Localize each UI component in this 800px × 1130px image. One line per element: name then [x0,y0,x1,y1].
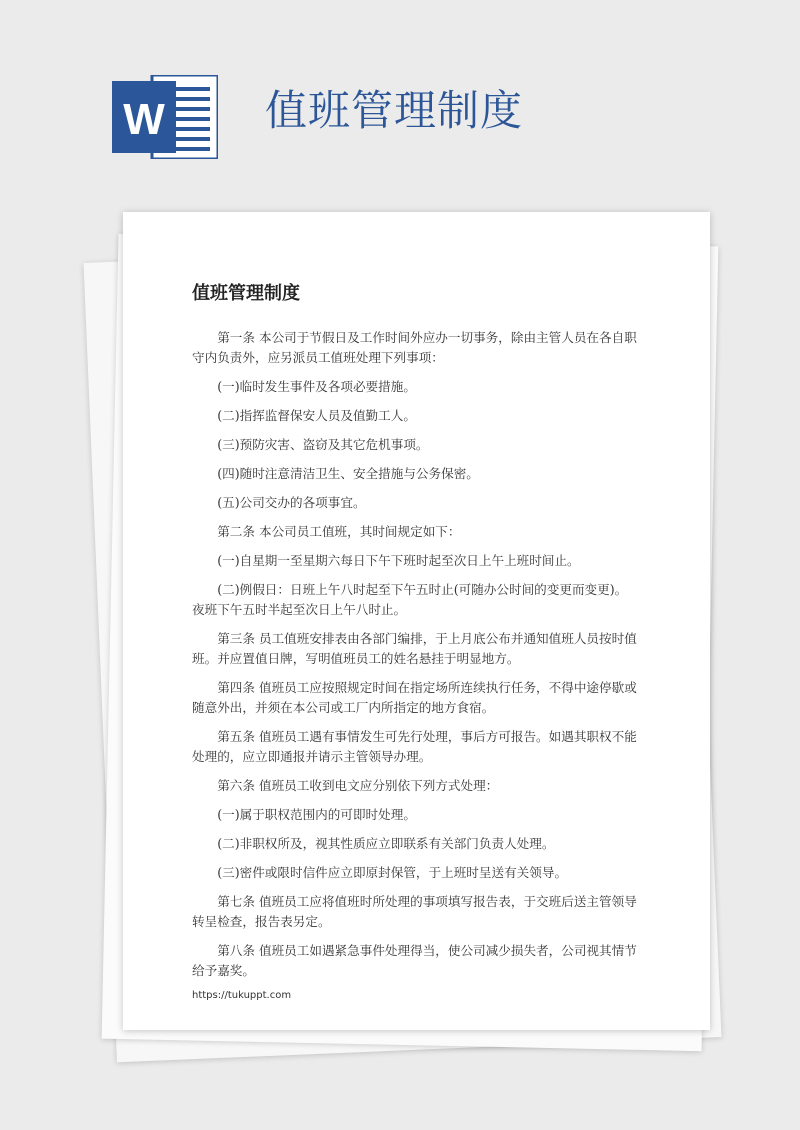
paragraph-item: (一)临时发生事件及各项必要措施。 [217,379,416,394]
paragraph-article-4: 第四条 值班员工应按照规定时间在指定场所连续执行任务，不得中途停歇或随意外出，并须在本公司或工厂内所指定的地方食宿。 [192,680,637,715]
paragraph-item: (五)公司交办的各项事宜。 [217,495,366,510]
paragraph-article-5: 第五条 值班员工遇有事情发生可先行处理，事后方可报告。如遇其职权不能处理的，应立即通报并请示主管领导办理。 [192,729,637,764]
paragraph-article-6: 第六条 值班员工收到电文应分别依下列方式处理： [217,778,499,793]
header-title: 值班管理制度 [265,86,524,135]
paragraph-article-3: 第三条 员工值班安排表由各部门编排，于上月底公布并通知值班人员按时值班。并应置值日牌，写明值班员工的姓名悬挂于明显地方。 [192,631,637,666]
paragraph-item: (三)密件或限时信件应立即原封保管，于上班时呈送有关领导。 [217,865,568,880]
paragraph-item: (二)指挥监督保安人员及值勤工人。 [217,408,416,423]
document-body [192,328,639,990]
footer-url: https://tukuppt.com [192,990,292,1001]
paragraph-item: (二)例假日：日班上午八时起至下午五时止(可随办公时间的变更而变更)。夜班下午五时半起至次日上午八时止。 [192,582,628,617]
paragraph-article-2: 第二条 本公司员工值班，其时间规定如下： [217,524,461,539]
word-document-icon [112,75,218,159]
document-title: 值班管理制度 [192,283,300,304]
document-page [123,212,710,1030]
word-logo-letter: W [123,95,165,144]
paragraph-article-7: 第七条 值班员工应将值班时所处理的事项填写报告表，于交班后送主管领导转呈检查，报告表另定。 [192,894,637,929]
paragraph-item: (二)非职权所及，视其性质应立即联系有关部门负责人处理。 [217,836,555,851]
paragraph-article-1: 第一条 本公司于节假日及工作时间外应办一切事务，除由主管人员在各自职守内负责外，应另派员工值班处理下列事项： [192,330,637,365]
paragraph-item: (四)随时注意清洁卫生、安全措施与公务保密。 [217,466,479,481]
paragraph-item: (一)属于职权范围内的可即时处理。 [217,807,416,822]
paragraph-item: (三)预防灾害、盗窃及其它危机事项。 [217,437,429,452]
paragraph-item: (一)自星期一至星期六每日下午下班时起至次日上午上班时间止。 [217,553,580,568]
paragraph-article-8: 第八条 值班员工如遇紧急事件处理得当，使公司减少损失者，公司视其情节给予嘉奖。 [192,943,637,978]
